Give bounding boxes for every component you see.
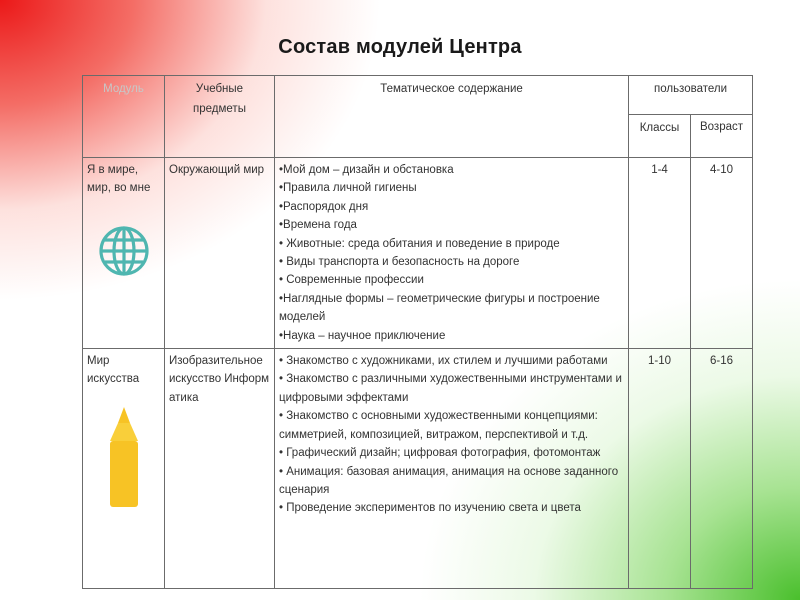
age-cell: 4-10 [691, 158, 753, 349]
topic-item: •Наука – научное приключение [279, 329, 446, 342]
topics-cell [275, 349, 629, 589]
topic-item: • Анимация: базовая анимация, анимация на основе заданного сценария [279, 465, 619, 496]
topic-item: • Животные: среда обитания и поведение в природе [279, 237, 560, 250]
classes-cell: 1-10 [629, 349, 691, 589]
topics-list [279, 352, 624, 518]
pencil-icon [108, 407, 140, 507]
topic-item: • Знакомство с художниками, их стилем и лучшими работами [279, 355, 608, 368]
topic-item: •Времена года [279, 219, 357, 232]
modules-table [82, 75, 753, 589]
module-cell [83, 158, 165, 349]
header-subjects: Учебные предметы [165, 76, 275, 158]
topic-item: • Виды транспорта и безопасность на дороге [279, 256, 520, 269]
subjects-cell: Изобразительное искусство Информатика [165, 349, 275, 589]
module-cell [83, 349, 165, 589]
header-content: Тематическое содержание [275, 76, 629, 158]
globe-icon [97, 224, 151, 278]
header-classes: Классы [629, 115, 691, 158]
topics-list [279, 161, 624, 345]
topic-item: • Современные профессии [279, 274, 424, 287]
page-title: Состав модулей Центра [278, 36, 522, 58]
table-row-art [83, 349, 753, 589]
topics-cell [275, 158, 629, 349]
table-row-world [83, 158, 753, 349]
age-cell: 6-16 [691, 349, 753, 589]
module-name: Мир искусства [87, 355, 140, 386]
topic-item: •Правила личной гигиены [279, 182, 417, 195]
header-module: Модуль [83, 76, 165, 158]
topic-item: •Мой дом – дизайн и обстановка [279, 164, 454, 176]
topic-item: • Знакомство с различными художественными инструментами и цифровыми эффектами [279, 373, 622, 404]
topic-item: •Наглядные формы – геометрические фигуры и построение моделей [279, 292, 600, 324]
topic-item: • Проведение экспериментов по изучению света и цвета [279, 502, 581, 515]
topic-item: • Графический дизайн; цифровая фотография, фотомонтаж [279, 447, 601, 460]
header-age: Возраст [691, 115, 753, 158]
header-users: пользователи [629, 76, 753, 115]
topic-item: •Распорядок дня [279, 200, 369, 213]
topic-item: • Знакомство с основными художественными концепциями: симметрией, композицией, витражом, перспективой и т.д. [279, 410, 598, 441]
module-name: Я в мире, мир, во мне [87, 164, 151, 195]
classes-cell: 1-4 [629, 158, 691, 349]
subjects-cell: Окружающий мир [165, 158, 275, 349]
